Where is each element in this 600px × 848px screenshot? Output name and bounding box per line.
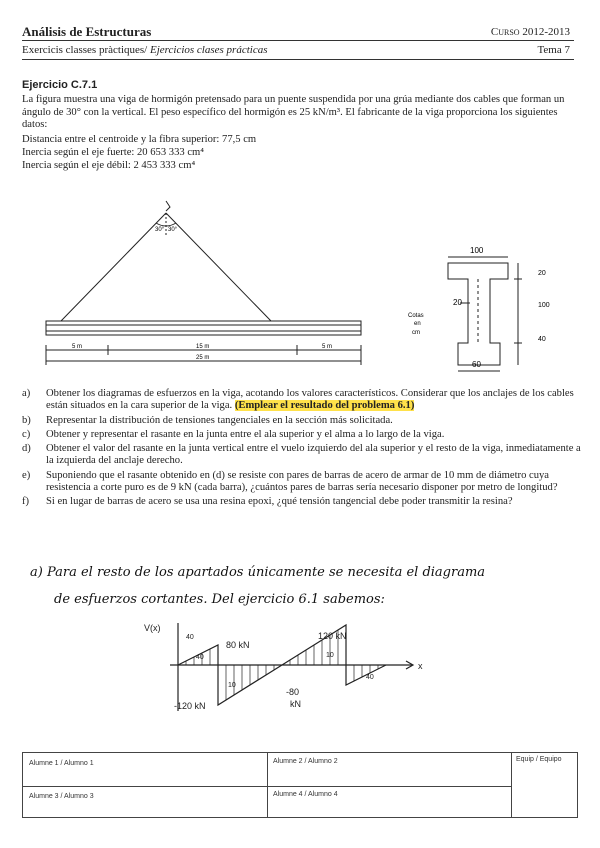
question-b: [22, 415, 582, 427]
label-80-top: 80 kN: [226, 640, 250, 650]
question-label: c): [22, 428, 31, 440]
question-label: f): [22, 496, 30, 508]
cotas-label-1: Cotas: [408, 313, 424, 319]
course-year: Curso 2012-2013: [490, 26, 570, 38]
student-3-field[interactable]: Alumne 3 / Alumno 3: [29, 793, 94, 800]
highlight-reference: (Emplear el resultado del problema 6.1): [234, 400, 415, 412]
footer-divider: [267, 753, 268, 817]
section-top-width: 100: [470, 246, 484, 255]
section-bottom-width: 60: [472, 360, 481, 369]
question-label: b): [22, 414, 31, 426]
question-label: d): [22, 443, 31, 455]
beam-data: [22, 133, 256, 172]
beam: [46, 321, 361, 335]
dim-total-label: 25 m: [196, 355, 210, 361]
cable-right: [166, 213, 271, 321]
label-10-a: 10: [228, 682, 236, 689]
question-text: Suponiendo que el rasante obtenido en (d) se resiste con pares de barras de acero de armar de 10 mm de diámetro cuya resistencia a corte puro es de 9 kN (cada barra), ¿cuántos pares de barras sería necesario disponer por metro de longitud?: [46, 469, 558, 494]
handwritten-line-1: a) Para el resto de los apartados únicamente se necesita el diagrama: [30, 565, 486, 580]
angle-left-label: 30°: [155, 227, 165, 233]
exercise-intro: La figura muestra una viga de hormigón pretensado para un puente suspendida por una grúa mediante dos cables que forman un ángulo de 30° con la vertical. El peso específico del hormigón es 25 kN/m³. El fabricante de la viga proporciona los siguientes datos:: [22, 94, 565, 131]
question-text: Si en lugar de barras de acero se usa una resina epoxi, ¿qué tensión tangencial debe poder transmitir la resina?: [46, 496, 513, 508]
cotas-label-2: en: [414, 321, 421, 327]
label-120-top: 120 kN: [318, 631, 347, 641]
label-40-right: 40: [366, 674, 374, 681]
i-section: [448, 263, 508, 365]
question-text: Obtener el valor del rasante en la junta vertical entre el vuelo izquierdo del ala superior y el resto de la viga, inmediatamente a la izquierda del anclaje derecho.: [46, 443, 581, 467]
dim-left-label: 5 m: [72, 344, 83, 350]
angle-right-label: 30°: [168, 227, 178, 233]
question-e: [22, 470, 582, 495]
question-text: Obtener los diagramas de esfuerzos en la viga, acotando los valores característicos. Considerar que los anclajes de los cables están situados en la cara superior de la viga. (Emplear el resultado del problema 6.1): [46, 388, 574, 412]
v-axis-label: V(x): [144, 623, 161, 633]
exercise-title: Ejercicio C.7.1: [22, 79, 98, 91]
question-list: [22, 388, 582, 511]
data-centroid: Distancia entre el centroide y la fibra superior: 77,5 cm: [22, 134, 257, 145]
header-rule-2: [22, 59, 574, 60]
header-rule: [22, 40, 574, 41]
data-inertia-weak: Inercia según el eje débil: 2 453 333 cm⁴: [22, 160, 196, 171]
question-text: Obtener y representar el rasante en la junta entre el ala superior y el alma a lo largo de la viga.: [46, 428, 445, 440]
student-footer-table: [22, 752, 578, 818]
section-web-height: 100: [538, 302, 550, 309]
label-120-bot: -120 kN: [174, 701, 206, 711]
cable-left: [61, 213, 166, 321]
dim-right-label: 5 m: [322, 344, 333, 350]
beam-figure: [0, 195, 600, 375]
footer-divider: [23, 786, 511, 787]
student-4-field[interactable]: Alumne 4 / Alumno 4: [273, 791, 338, 798]
header-subtitle: [22, 44, 268, 56]
question-label: a): [22, 388, 31, 399]
question-f: [22, 496, 582, 508]
label-80-bot: -80: [286, 687, 300, 697]
tema-label: Tema 7: [537, 44, 570, 56]
question-label: e): [22, 469, 31, 481]
question-d: [22, 443, 582, 468]
question-text: Representar la distribución de tensiones tangenciales en la sección más solicitada.: [46, 414, 393, 426]
question-a: [22, 388, 582, 413]
section-web-width: 20: [453, 298, 462, 307]
footer-divider: [511, 753, 512, 817]
dim-mid-label: 15 m: [196, 344, 210, 350]
handwritten-line-2: de esfuerzos cortantes. Del ejercicio 6.1 sabemos:: [54, 592, 385, 607]
label-40-left: 40: [196, 654, 204, 661]
cotas-label-3: cm: [412, 330, 420, 336]
subtitle-catalan: Exercicis classes pràctiques/: [22, 44, 148, 56]
subtitle-spanish: Ejercicios clases prácticas: [149, 44, 268, 56]
course-title: Análisis de Estructuras: [22, 24, 152, 39]
angle-arc: [156, 223, 176, 226]
label-10-b: 10: [326, 652, 334, 659]
team-field[interactable]: Equip / Equipo: [516, 756, 562, 763]
hook-icon: [166, 201, 170, 211]
student-1-field[interactable]: Alumne 1 / Alumno 1: [29, 760, 94, 767]
label-kn: kN: [290, 699, 301, 709]
question-c: [22, 429, 582, 441]
section-top-height: 20: [538, 270, 546, 277]
section-bottom-height: 40: [538, 336, 546, 343]
shear-diagram: [140, 615, 450, 725]
data-inertia-strong: Inercia según el eje fuerte: 20 653 333 cm⁴: [22, 147, 204, 158]
label-40-top: 40: [186, 634, 194, 641]
x-axis-label: x: [418, 661, 423, 671]
student-2-field[interactable]: Alumne 2 / Alumno 2: [273, 758, 338, 765]
